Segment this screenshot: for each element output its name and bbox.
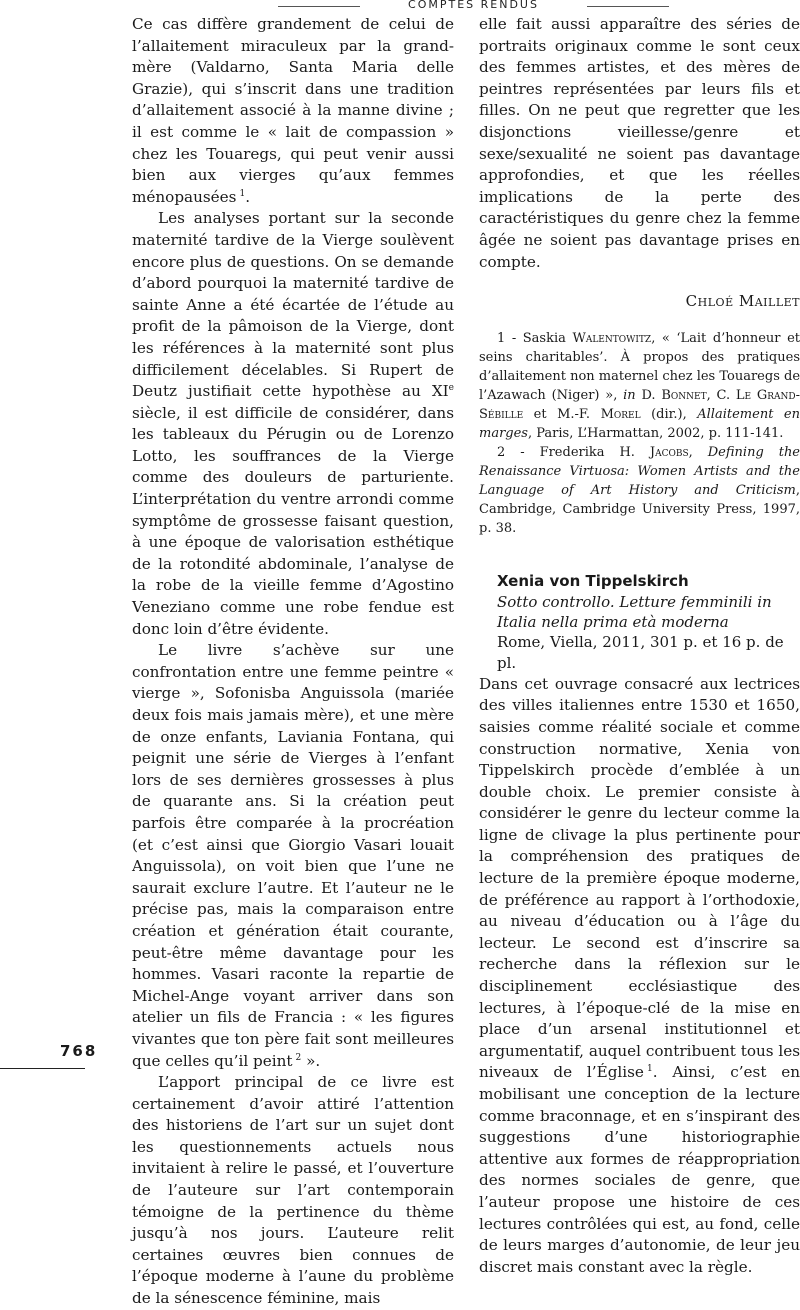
paragraph-apport: L’apport principal de ce livre est certainement d’avoir attiré l’attention des historiens de l’art sur un sujet dont les questionnements actuels nous invitaient à relire le passé, et l’ouverture de l’auteure sur l’art contemporain témoigne de la pertinence du thème jusqu’à nos jours. L’auteure relit certaines œuvres bien connues de l’époque moderne à l’aune du problème de la sénescence féminine, mais — [132, 1073, 454, 1308]
footnote-1: 1 - Saskia Walentowitz, « ‘Lait d’honneur et seins charitables’. À propos des pratiques d’allaitement non maternel chez les Touaregs de l’Azawach (Niger) », in D. Bonnet, C. Le Grand-Sébille et M.-F. Morel (dir.), Allaitement en marges, Paris, L’Harmattan, 2002, p. 111-141. — [479, 330, 800, 441]
footnote-2: 2 - Frederika H. Jacobs, Defining the Renaissance Virtuosa: Women Artists and the Language of Art History and Criticism, Cambridge, Cambridge University Press, 1997, p. 38. — [479, 444, 800, 536]
header-rule-left — [278, 6, 360, 7]
footnotes — [479, 329, 800, 538]
paragraph-allaitement: Ce cas diffère grandement de celui de l’allaitement miraculeux par la grand-mère (Valdarno, Santa Maria delle Grazie), qui s’inscrit dans une tradition d’allaitement associé à la manne divine ; il est comme le « lait de compassion » chez les Touaregs, qui peut venir aussi bien aux vierges qu’aux femmes ménopausées $^1$. — [132, 15, 454, 206]
review-heading — [479, 570, 800, 674]
paragraph-continuation: elle fait aussi apparaître des séries de portraits originaux comme le sont ceux des femmes artistes, et des mères de peintres représentées par leurs fils et filles. On ne peut que regretter que les disjonctions vieillesse/genre et sexe/sexualité ne soient pas davantage approfondies, et que les réelles implications de la perte des caractéristiques du genre chez la femme âgée ne soient pas davantage prises en compte. — [479, 15, 800, 271]
paragraph-confrontation: Le livre s’achève sur une confrontation entre une femme peintre « vierge », Sofonisba Anguissola (mariée deux fois mais jamais mère), et une mère de onze enfants, Laviania Fontana, qui peignit une série de Vierges à l’enfant lors de ses dernières grossesses à plus de quarante ans. Si la création peut parfois être comparée à la procréation (et c’est ainsi que Giorgio Vasari louait Anguissola), on voit bien que l’une ne saurait exclure l’autre. Et l’auteur ne le précise pas, mais la comparaison entre création et génération était courante, peut-être même davantage pour les hommes. Vasari raconte la repartie de Michel-Ange voyant arriver dans son atelier un fils de Francia : « les figures vivantes que ton père fait sont meilleures que celles qu’il peint $^2$ ». — [132, 641, 454, 1070]
right-column — [479, 14, 800, 1278]
paragraph-maternite-tardive: Les analyses portant sur la seconde maternité tardive de la Vierge soulèvent encore plus de questions. On se demande d’abord pourquoi la maternité tardive de sainte Anne a été écartée de l’étude au profit de la pâmoison de la Vierge, dont les références à la maternité sont plus difficilement décelables. Si Rupert de Deutz justifiait cette hypothèse au XIe siècle, il est difficile de considérer, dans les tableaux du Pérugin ou de Lorenzo Lotto, les souffrances de la Vierge comme des douleurs de parturiente. L’interprétation du ventre arrondi comme symptôme de grossesse faisant question, à une époque de valorisation esthétique de la rotondité abdominale, l’analyse de la robe de la vieille femme d’Agostino Veneziano comme une robe fendue est donc loin d’être évidente. — [132, 209, 454, 638]
review-author: Xenia von Tippelskirch — [497, 571, 689, 590]
review-book-title: Sotto controllo. Letture femminili in Italia nella prima età moderna — [497, 592, 772, 631]
footnote-ref-review-1: 1 — [646, 1064, 653, 1075]
footer-rule — [0, 1068, 85, 1069]
footnote-ref-2: 2 — [295, 1052, 302, 1063]
running-header — [0, 0, 800, 14]
review-publication: Rome, Viella, 2011, 301 p. et 16 p. de pl. — [497, 632, 784, 672]
paragraph-review-body: Dans cet ouvrage consacré aux lectrices des villes italiennes entre 1530 et 1650, saisies comme réalité sociale et comme construction normative, Xenia von Tippelskirch procède d’emblée à un double choix. Le premier consiste à considérer le genre du lecteur comme la ligne de clivage la plus pertinente pour la compréhension des pratiques de lecture de la première époque moderne, de préférence au rapport à l’orthodoxie, au niveau d’éducation ou à l’âge du lecteur. Le second est d’inscrire sa recherche dans la réflexion sur le disciplinement ecclésiastique des lectures, à l’époque-clé de la mise en place d’un arsenal institutionnel et argumentatif, auquel contribuent tous les niveaux de l’Église $^1$. Ainsi, c’est en mobilisant une conception de la lecture comme braconnage, et en s’inspirant des suggestions d’une historiographie attentive aux formes de réappropriation des normes sociales de genre, que l’auteur propose une histoire de ces lectures contrôlées qui est, au fond, celle de leurs marges d’autonomie, de leur jeu discret mais constant avec la règle. — [479, 674, 800, 1276]
header-rule-right — [587, 6, 669, 7]
review-signature: Chloé Maillet — [685, 292, 800, 311]
header-title: COMPTES RENDUS — [408, 0, 539, 11]
left-column — [132, 14, 454, 1310]
page-number: 768 — [60, 1042, 98, 1060]
footnote-ref-1: 1 — [239, 188, 246, 199]
